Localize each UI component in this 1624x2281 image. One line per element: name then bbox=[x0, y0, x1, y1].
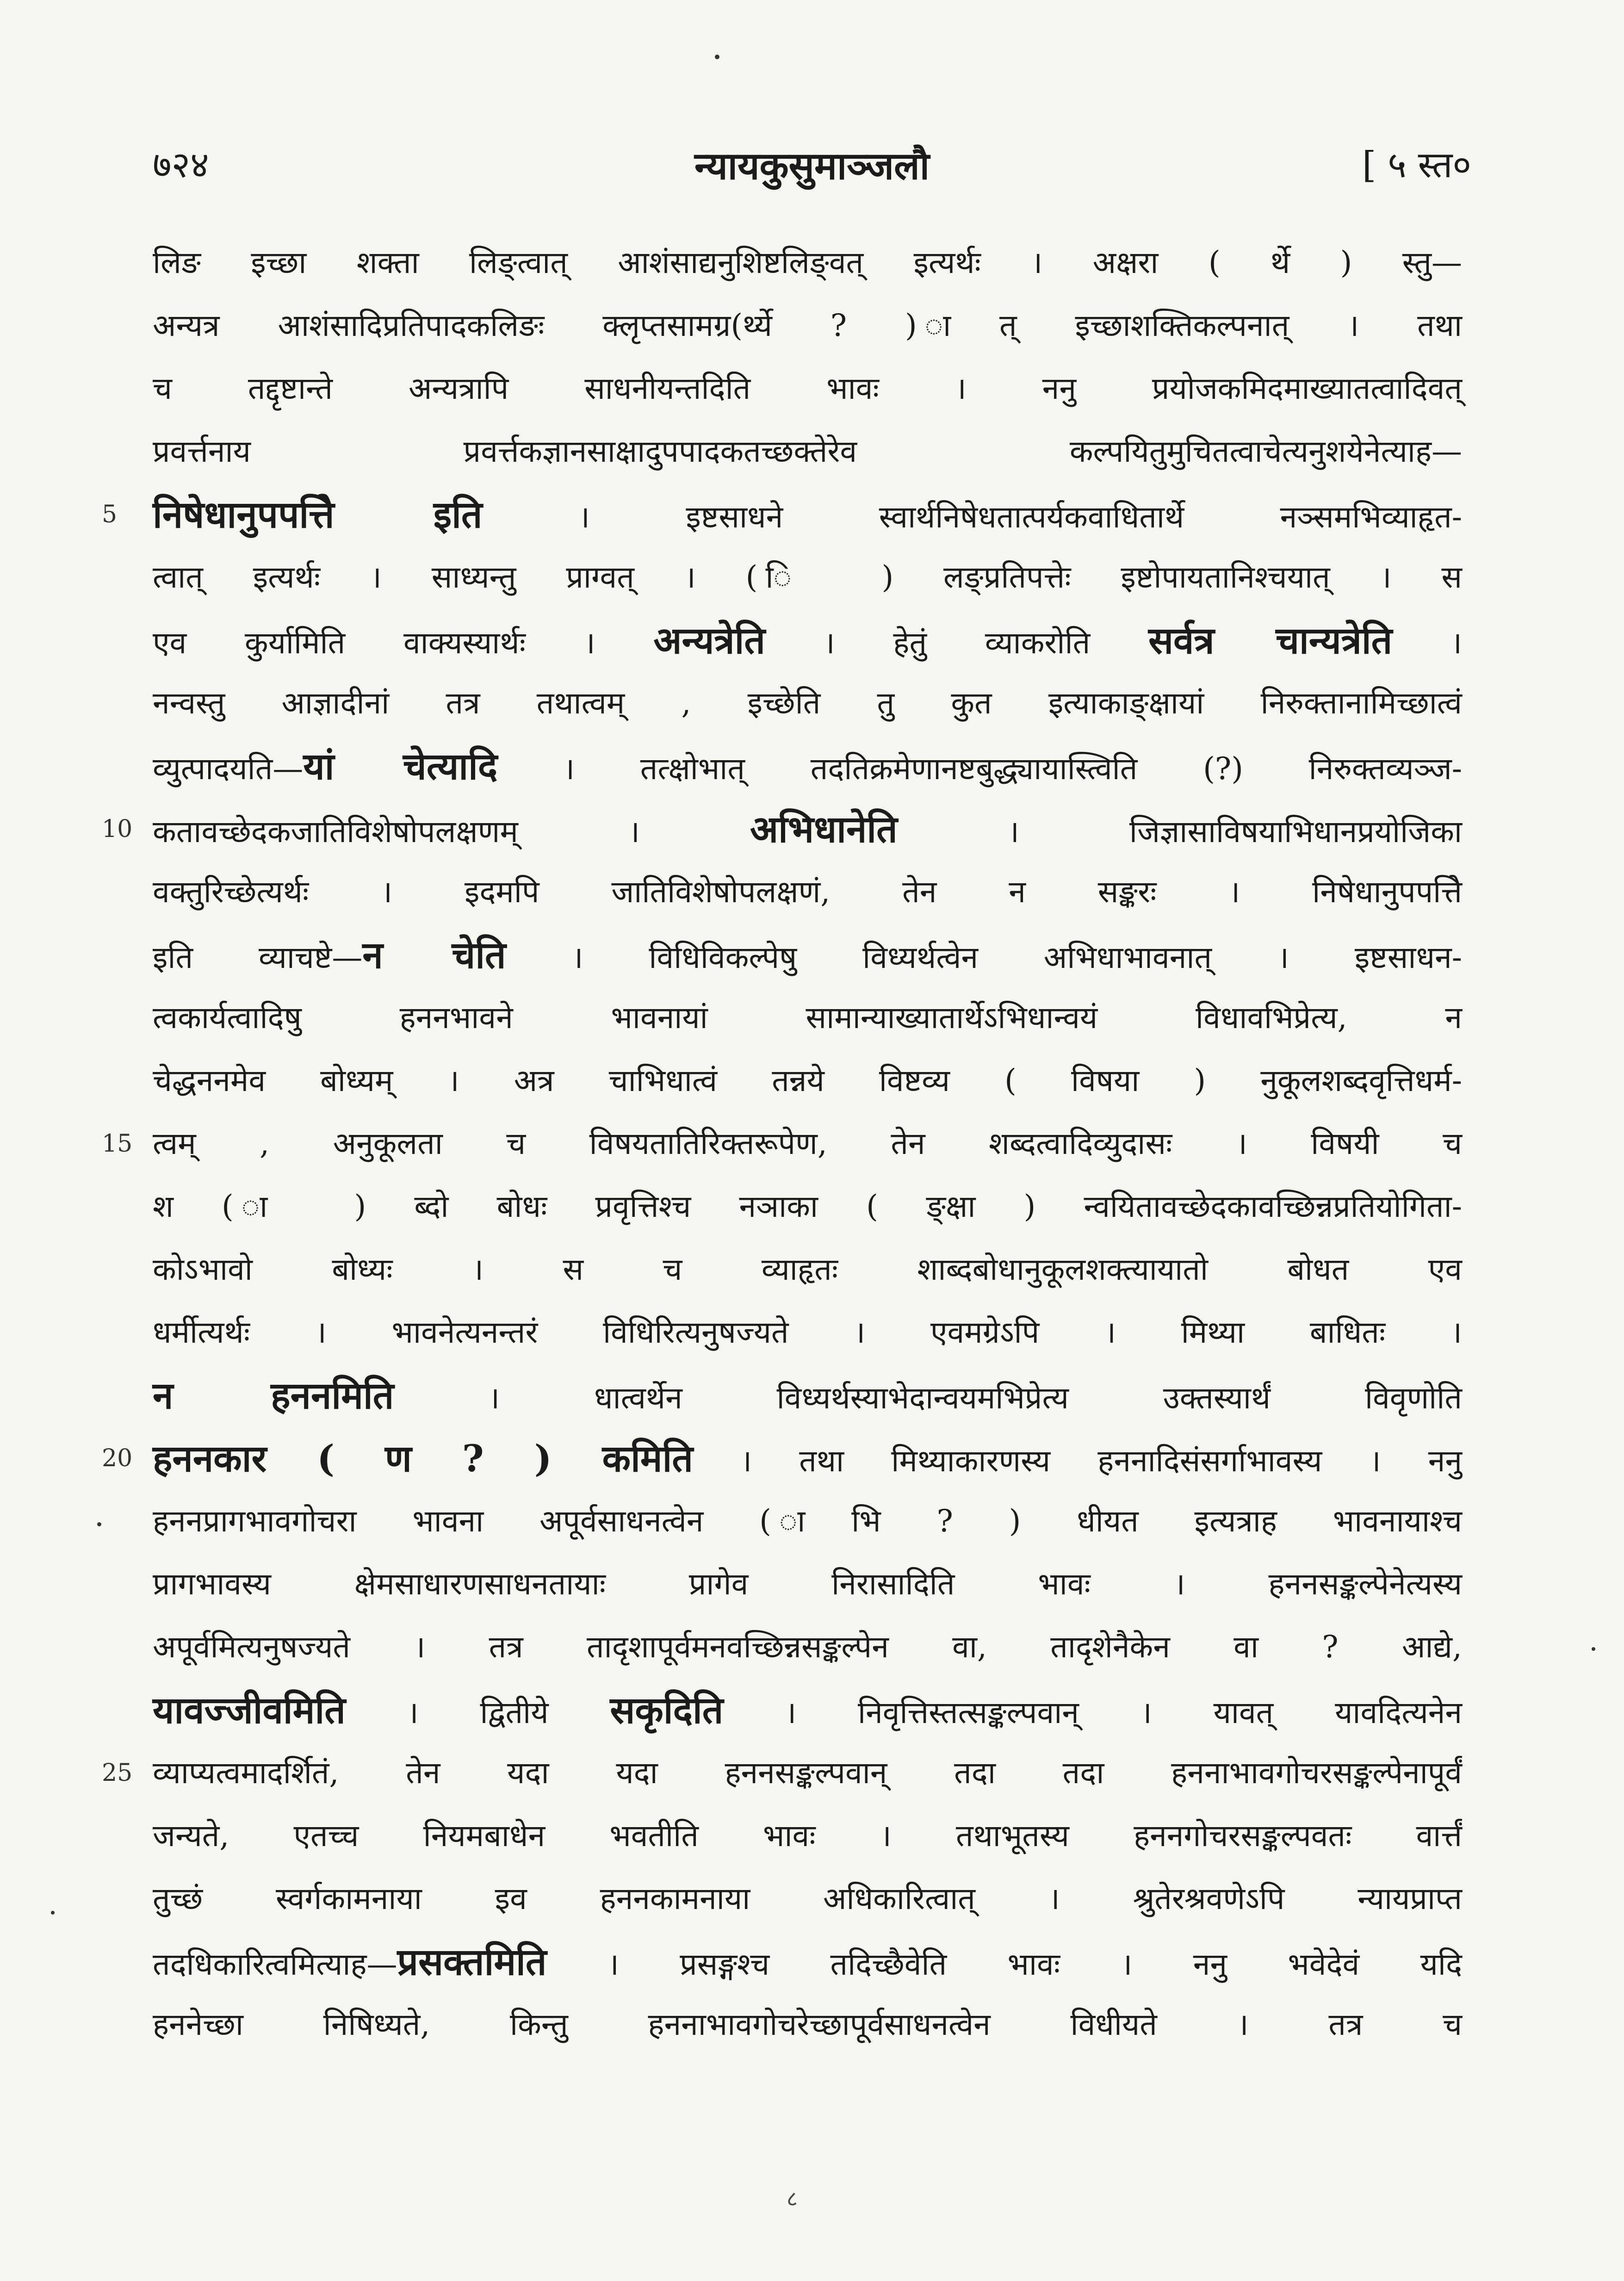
line-number: 10 bbox=[102, 815, 133, 843]
page-header bbox=[153, 139, 1471, 199]
text-segment: कोऽभावो बोध्यः । स च व्याहृतः शाब्दबोधानुकूलशक्त्यायातो बोधत एव bbox=[153, 1252, 1462, 1287]
text-line bbox=[153, 1490, 1462, 1553]
text-segment: धर्मीत्यर्थः । भावनेत्यनन्तरं विधिरित्यनुषज्यते । एवमग्रेऽपि । मिथ्या बाधितः । bbox=[153, 1314, 1462, 1350]
text-segment: । bbox=[1392, 625, 1462, 661]
text-segment: त्वकार्यत्वादिषु हननभावने भावनायां सामान्याख्यातार्थेऽभिधान्वयं विधावभिप्रेत्य, न bbox=[153, 1000, 1462, 1035]
text-segment: हननेच्छा निषिध्यते, किन्तु हननाभावगोचरेच्छापूर्वसाधनत्वेन विधीयते । तत्र च bbox=[153, 2007, 1462, 2042]
text-line bbox=[153, 294, 1462, 357]
text-line bbox=[153, 231, 1462, 294]
text-line bbox=[153, 924, 1462, 986]
bold-lemma: निषेधानुपपत्तेि इति bbox=[153, 493, 483, 536]
text-segment: कतावच्छेदकजातिविशेषोपलक्षणम् । bbox=[153, 814, 750, 849]
scan-speck bbox=[715, 55, 719, 59]
text-line bbox=[153, 986, 1462, 1049]
text-segment: । विधिविकल्पेषु विध्यर्थत्वेन अभिधाभावनात् । इष्टसाधन- bbox=[506, 940, 1462, 975]
text-line bbox=[102, 1427, 1462, 1490]
text-line bbox=[153, 609, 1462, 672]
line-number: 25 bbox=[102, 1759, 133, 1787]
page-number: ७२४ bbox=[153, 144, 209, 186]
line-number: 5 bbox=[102, 501, 118, 528]
bold-lemma: अन्यत्रेति bbox=[653, 619, 765, 662]
text-line bbox=[153, 1804, 1462, 1867]
line-number: 20 bbox=[102, 1444, 133, 1472]
text-segment: । जिज्ञासाविषयाभिधानप्रयोजिका bbox=[897, 814, 1463, 849]
text-line bbox=[102, 1742, 1462, 1804]
text-segment: चेद्धननमेव बोध्यम् । अत्र चाभिधात्वं तन्नये विष्टव्य ( विषया ) नुकूलशब्दवृत्तिधर्म- bbox=[153, 1063, 1462, 1098]
text-line bbox=[102, 1112, 1462, 1175]
text-segment: । तथा मिथ्याकारणस्य हननादिसंसर्गाभावस्य । ननु bbox=[693, 1443, 1462, 1479]
text-line bbox=[153, 1238, 1462, 1301]
text-segment: वक्तुरिच्छेत्यर्थः । इदमपि जातिविशेषोपलक्षणं, तेन न सङ्करः । निषेधानुपपत्तेि bbox=[153, 874, 1462, 910]
bold-lemma: अभिधानेति bbox=[750, 807, 898, 851]
line-number: 15 bbox=[102, 1130, 133, 1158]
running-title: न्यायकुसुमाञ्जलौ bbox=[694, 144, 930, 188]
text-segment: । हेतुं व्याकरोति bbox=[765, 625, 1148, 661]
text-segment: श ( ा ) ब्दो बोधः प्रवृत्तिश्च नञाका ( ङ्क्षा ) न्वयितावच्छेदकावच्छिन्नप्रतियोगिता- bbox=[153, 1189, 1462, 1224]
text-line bbox=[153, 420, 1462, 483]
text-segment: प्रागभावस्य क्षेमसाधारणसाधनतायाः प्रागेव निरासादिति भावः । हननसङ्कल्पेनेत्यस्य bbox=[153, 1566, 1462, 1602]
text-line bbox=[153, 1175, 1462, 1238]
bold-lemma: न चेति bbox=[362, 933, 506, 977]
text-segment: । निवृत्तिस्तत्सङ्कल्पवान् । यावत् यावदित्यनेन bbox=[723, 1695, 1462, 1730]
bold-lemma: हननकार ( ण ? ) कमिति bbox=[153, 1437, 693, 1480]
text-line bbox=[102, 798, 1463, 861]
section-marker: [ ५ स्त० bbox=[1362, 144, 1471, 186]
text-segment: । द्वितीये bbox=[345, 1695, 610, 1730]
scan-speck bbox=[1592, 1647, 1595, 1651]
text-segment: प्रवर्त्तनाय प्रवर्त्तकज्ञानसाक्षादुपपादकतच्छक्तेरेव कल्पयितुमुचितत्वाचेत्यनुशयेनेत्याह— bbox=[153, 434, 1462, 469]
bold-lemma: न हननमिति bbox=[153, 1374, 394, 1417]
bold-lemma: प्रसक्तमिति bbox=[397, 1940, 547, 1983]
text-line bbox=[153, 1364, 1462, 1427]
bold-lemma: यां चेत्यादि bbox=[303, 744, 498, 788]
scan-speck bbox=[51, 1911, 55, 1915]
text-segment: व्युत्पादयति— bbox=[153, 751, 304, 787]
text-line bbox=[153, 546, 1462, 609]
scan-speck bbox=[97, 1522, 101, 1526]
text-line bbox=[153, 1930, 1462, 1993]
text-segment: त्वम् , अनुकूलता च विषयतातिरिक्तरूपेण, तेन शब्दत्वादिव्युदासः । विषयी च bbox=[153, 1126, 1462, 1161]
text-segment: नन्वस्तु आज्ञादीनां तत्र तथात्वम् , इच्छेति तु कुत इत्याकाङ्क्षायां निरुक्तानामिच्छात्वं bbox=[153, 685, 1462, 721]
text-line bbox=[153, 1993, 1462, 2056]
text-segment: एव कुर्यामिति वाक्यस्यार्थः । bbox=[153, 625, 654, 661]
text-segment: लिङ इच्छा शक्ता लिङ्त्वात् आशंसाद्यनुशिष्टलिङ्वत् इत्यर्थः । अक्षरा ( र्थे ) स्तु— bbox=[153, 245, 1462, 280]
bold-lemma: यावज्जीवमिति bbox=[153, 1688, 346, 1732]
footer-folio: ८ bbox=[787, 2186, 798, 2211]
text-segment: । धात्वर्थेन विध्यर्थस्याभेदान्वयमभिप्रेत्य उक्तस्यार्थं विवृणोति bbox=[394, 1380, 1462, 1416]
text-segment: त्वात् इत्यर्थः । साध्यन्तु प्राग्वत् । ( ि ) लङ्प्रतिपत्तेः इष्टोपायतानिश्चयात् । स bbox=[153, 559, 1462, 595]
text-segment: व्याप्यत्वमादर्शितं, तेन यदा यदा हननसङ्कल्पवान् तदा तदा हननाभावगोचरसङ्कल्पेनापूर्वं bbox=[153, 1755, 1462, 1791]
commentary-text bbox=[102, 231, 1463, 2056]
text-line bbox=[153, 735, 1462, 798]
text-line bbox=[153, 1867, 1462, 1930]
text-line bbox=[153, 1553, 1462, 1616]
text-segment: इति व्याचष्टे— bbox=[153, 940, 363, 975]
text-line bbox=[153, 1301, 1462, 1364]
text-segment: अपूर्वमित्यनुषज्यते । तत्र तादृशापूर्वमनवच्छिन्नसङ्कल्पेन वा, तादृशेनैकेन वा ? आद्ये, bbox=[153, 1629, 1462, 1665]
text-segment: च तद्दृष्टान्ते अन्यत्रापि साधनीयन्तदिति भावः । ननु प्रयोजकमिदमाख्यातत्वादिवत् bbox=[153, 371, 1462, 406]
bold-lemma: सकृदिति bbox=[610, 1688, 724, 1732]
text-segment: । तत्क्षोभात् तदतिक्रमेणानष्टबुद्ध्यायास्त्विति (?) निरुक्तव्यञ्ज- bbox=[497, 751, 1462, 787]
text-line bbox=[102, 483, 1462, 546]
text-line bbox=[153, 861, 1462, 924]
text-segment: । इष्टसाधने स्वार्थनिषेधतात्पर्यकवाधितार्थे नञ्समभिव्याहृत- bbox=[482, 499, 1462, 535]
text-line bbox=[153, 1616, 1462, 1679]
text-segment: जन्यते, एतच्च नियमबाधेन भवतीति भावः । तथाभूतस्य हननगोचरसङ्कल्पवतः वार्त्तं bbox=[153, 1818, 1462, 1853]
bold-lemma: सर्वत्र चान्यत्रेति bbox=[1148, 619, 1393, 662]
text-line bbox=[153, 672, 1462, 735]
text-line bbox=[153, 357, 1462, 420]
text-segment: अन्यत्र आशंसादिप्रतिपादकलिङः क्लृप्तसामग्र(र्थ्ये ? ) ात् इच्छाशक्तिकल्पनात् । तथा bbox=[153, 308, 1462, 343]
text-segment: तुच्छं स्वर्गकामनाया इव हननकामनाया अधिकारित्वात् । श्रुतेरश्रवणेऽपि न्यायप्राप्त bbox=[153, 1881, 1462, 1916]
text-segment: हननप्रागभावगोचरा भावना अपूर्वसाधनत्वेन ( ाभि ? ) धीयत इत्यत्राह भावनायाश्च bbox=[153, 1503, 1462, 1539]
text-line bbox=[153, 1049, 1462, 1112]
text-line bbox=[153, 1679, 1462, 1742]
text-segment: तदधिकारित्वमित्याह— bbox=[153, 1946, 397, 1982]
text-segment: । प्रसङ्गश्च तदिच्छैवेति भावः । ननु भवेदेवं यदि bbox=[546, 1946, 1462, 1982]
